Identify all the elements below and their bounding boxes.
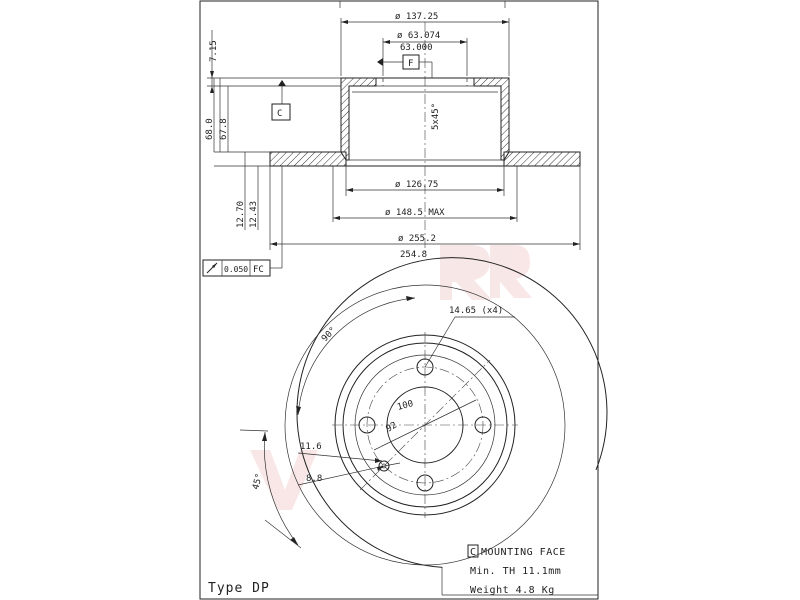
dim-outer-min: 254.8 (400, 250, 428, 260)
datum-f: F (408, 59, 414, 69)
tolerance-ref: FC (253, 265, 264, 275)
dim-thickness-max: 12.70 (236, 200, 246, 228)
section-view (203, 12, 580, 276)
runout-icon (207, 263, 217, 273)
notes-block (468, 545, 566, 596)
dim-thickness-min: 12.43 (249, 200, 259, 228)
hat-section-right (474, 78, 509, 160)
angle-90: 90° (320, 325, 339, 345)
face-view (240, 258, 607, 595)
dim-bore-max: ø 63.074 (397, 31, 441, 41)
pilot-label: 92 (384, 420, 399, 435)
hole-spec: 14.65 (x4) (449, 306, 504, 316)
dim-height-max: 68.0 (205, 118, 215, 140)
mounting-face-marker: C (470, 547, 477, 558)
angle-45: 45° (251, 472, 266, 491)
dim-hat-thickness: 7.15 (209, 40, 219, 62)
pin-outer: 11.6 (300, 442, 322, 452)
weight-note: Weight 4.8 Kg (470, 585, 555, 596)
dim-bore-min: 63.000 (400, 43, 433, 53)
dim-chamfer: 5x45° (431, 102, 441, 130)
min-thickness-note: Min. TH 11.1mm (470, 566, 562, 577)
dim-max: ø 148.5 MAX (385, 208, 445, 218)
type-label: Type DP (208, 581, 270, 596)
pcd-label: 100 (396, 399, 415, 413)
dim-height-min: 67.8 (219, 118, 229, 140)
dim-hat-outer: ø 137.25 (395, 12, 439, 22)
pin-inner: 8.8 (306, 474, 323, 484)
dim-hat-inner: ø 126.75 (395, 180, 439, 190)
hat-section-left (341, 78, 376, 160)
ring-section-right (504, 152, 580, 166)
tolerance-value: 0.050 (224, 265, 249, 274)
ring-section-left (270, 152, 346, 166)
datum-c: C (277, 109, 283, 119)
mounting-face-note: MOUNTING FACE (481, 547, 566, 558)
dim-outer-max: ø 255.2 (398, 234, 436, 244)
